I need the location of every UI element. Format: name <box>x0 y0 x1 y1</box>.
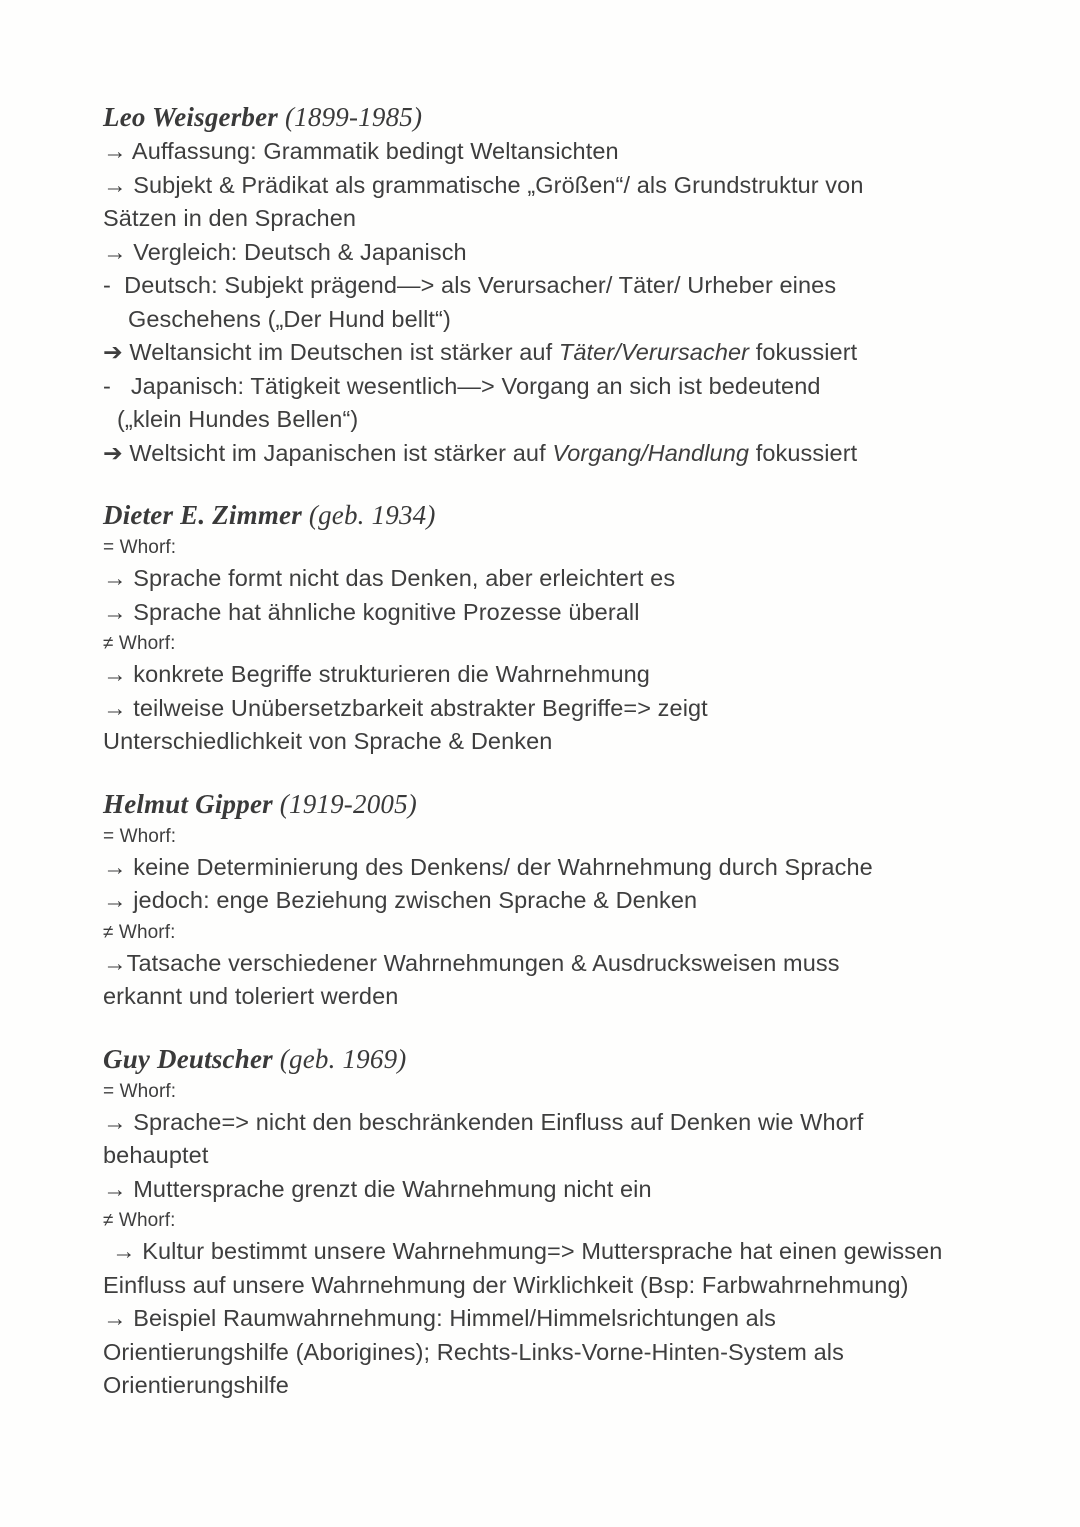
note-line <box>103 851 975 885</box>
bold-arrow-icon: ➔ <box>103 439 130 466</box>
text-run: = Whorf: <box>103 1080 177 1102</box>
author-name: Leo Weisgerber <box>103 102 279 132</box>
section-heading <box>103 1041 975 1077</box>
text-run: fokussiert <box>749 439 858 466</box>
note-line <box>103 725 975 759</box>
note-line <box>103 1336 975 1370</box>
whorf-relation-label <box>103 533 975 562</box>
text-run: Orientierungshilfe <box>103 1372 289 1398</box>
whorf-relation-label <box>103 1206 975 1235</box>
note-line <box>103 884 975 918</box>
author-dates: (1899-1985) <box>278 102 423 132</box>
whorf-relation-label <box>103 918 975 947</box>
text-run: → keine Determinierung des Denkens/ der Wahrnehmung durch Sprache <box>103 853 873 880</box>
text-run: Unterschiedlichkeit von Sprache & Denken <box>103 728 553 754</box>
note-line <box>103 1269 975 1303</box>
text-run: → Beispiel Raumwahrnehmung: Himmel/Himmelsrichtungen als <box>103 1305 776 1331</box>
author-name: Guy Deutscher <box>103 1043 273 1074</box>
note-line <box>103 403 975 437</box>
note-line <box>103 1106 975 1140</box>
text-run: Sätzen in den Sprachen <box>103 205 357 231</box>
emphasis-text: Täter/Verursacher <box>558 339 750 365</box>
text-run: ≠ Whorf: <box>103 1210 176 1231</box>
note-line <box>103 658 975 692</box>
text-run: Geschehens („Der Hund bellt“) <box>128 305 451 332</box>
note-line <box>103 596 975 630</box>
text-run: → konkrete Begriffe strukturieren die Wahrnehmung <box>103 661 650 687</box>
section-dieter-e-zimmer <box>103 497 975 759</box>
text-run: → Sprache hat ähnliche kognitive Prozesse überall <box>103 598 640 625</box>
text-run: → Sprache=> nicht den beschränkenden Einfluss auf Denken wie Whorf <box>103 1108 864 1135</box>
section-helmut-gipper <box>103 786 975 1014</box>
note-line <box>103 437 975 471</box>
whorf-relation-label <box>103 1077 975 1106</box>
section-heading <box>103 497 975 533</box>
text-run: ≠ Whorf: <box>103 921 176 943</box>
author-dates: (geb. 1969) <box>272 1043 407 1074</box>
note-line <box>103 202 975 236</box>
note-line <box>103 1235 975 1269</box>
author-name: Dieter E. Zimmer <box>103 500 302 530</box>
author-dates: (1919-2005) <box>272 788 417 819</box>
note-line <box>103 980 975 1014</box>
whorf-relation-label <box>103 822 975 851</box>
text-run: → Vergleich: Deutsch & Japanisch <box>103 238 467 265</box>
section-heading <box>103 786 975 822</box>
text-run: erkannt und toleriert werden <box>103 983 399 1009</box>
section-guy-deutscher <box>103 1041 975 1403</box>
text-run: Weltansicht im Deutschen ist stärker auf <box>129 339 559 365</box>
emphasis-text: Vorgang/Handlung <box>552 439 750 466</box>
text-run: behauptet <box>103 1142 209 1168</box>
note-line <box>103 562 975 596</box>
note-line <box>103 269 975 303</box>
note-line <box>103 1173 975 1207</box>
text-run: → Sprache formt nicht das Denken, aber erleichtert es <box>103 565 676 591</box>
note-line <box>103 336 975 370</box>
section-heading <box>103 99 975 135</box>
text-run: → Muttersprache grenzt die Wahrnehmung nicht ein <box>103 1175 652 1202</box>
text-run: („klein Hundes Bellen“) <box>117 406 359 432</box>
section-leo-weisgerber <box>103 99 975 470</box>
text-run: Einfluss auf unsere Wahrnehmung der Wirklichkeit (Bsp: Farbwahrnehmung) <box>103 1271 909 1298</box>
note-line <box>103 692 975 726</box>
text-run: = Whorf: <box>103 537 177 558</box>
bold-arrow-icon: ➔ <box>103 339 130 365</box>
text-run: →Tatsache verschiedener Wahrnehmungen & Ausdrucksweisen muss <box>103 949 840 976</box>
author-dates: (geb. 1934) <box>301 500 436 530</box>
text-run: = Whorf: <box>103 825 177 847</box>
note-line <box>103 169 975 203</box>
text-run: fokussiert <box>749 339 858 365</box>
text-run: → teilweise Unübersetzbarkeit abstrakter Begriffe=> zeigt <box>103 694 708 721</box>
note-line <box>103 370 975 404</box>
text-run: Weltsicht im Japanischen ist stärker auf <box>129 439 553 466</box>
text-run: → Subjekt & Prädikat als grammatische „Größen“/ als Grundstruktur von <box>103 171 864 198</box>
note-line <box>103 1302 975 1336</box>
text-run: ≠ Whorf: <box>103 633 176 654</box>
author-name: Helmut Gipper <box>103 788 273 819</box>
text-run: → Auffassung: Grammatik bedingt Weltansichten <box>103 138 619 164</box>
text-run: → Kultur bestimmt unsere Wahrnehmung=> Muttersprache hat einen gewissen <box>112 1238 943 1264</box>
text-run: → jedoch: enge Beziehung zwischen Sprache & Denken <box>103 887 698 913</box>
whorf-relation-label <box>103 629 975 658</box>
note-line <box>103 947 975 981</box>
note-line <box>103 236 975 270</box>
text-run: Orientierungshilfe (Aborigines); Rechts-Links-Vorne-Hinten-System als <box>103 1338 844 1365</box>
text-run: - Japanisch: Tätigkeit wesentlich—> Vorgang an sich ist bedeutend <box>103 372 821 399</box>
note-line <box>103 1369 975 1403</box>
note-line <box>103 303 975 337</box>
note-line <box>103 1139 975 1173</box>
text-run: - Deutsch: Subjekt prägend—> als Verursacher/ Täter/ Urheber eines <box>103 272 837 298</box>
note-line <box>103 135 975 169</box>
